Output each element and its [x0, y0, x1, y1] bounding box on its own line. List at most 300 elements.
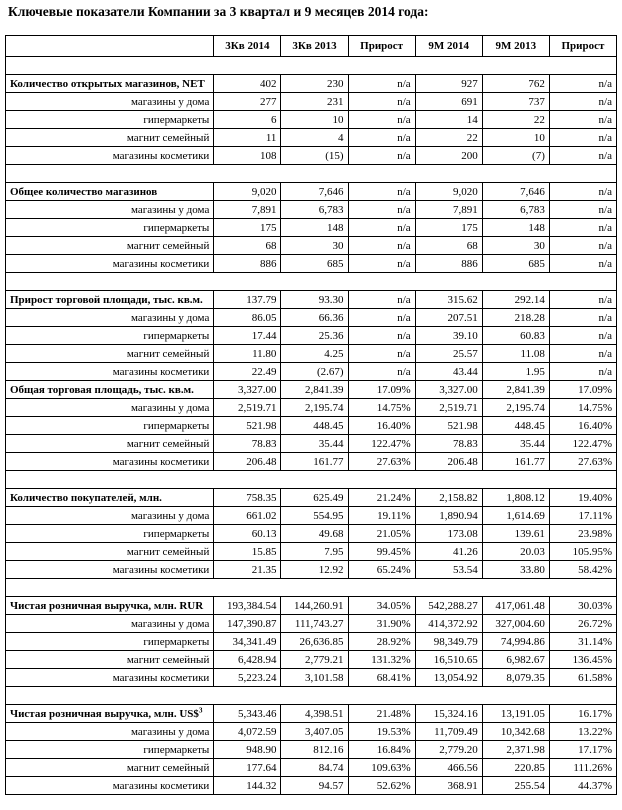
table-cell: 230: [281, 75, 348, 93]
table-cell: 521.98: [214, 417, 281, 435]
table-cell: 2,779.21: [281, 651, 348, 669]
spacer-cell: [6, 273, 617, 291]
table-cell: 448.45: [281, 417, 348, 435]
table-cell: 175: [214, 219, 281, 237]
table-cell: n/a: [348, 363, 415, 381]
table-cell: 685: [482, 255, 549, 273]
table-cell: 2,158.82: [415, 489, 482, 507]
table-cell: 21.48%: [348, 705, 415, 723]
table-cell: 177.64: [214, 759, 281, 777]
table-cell: 7,646: [482, 183, 549, 201]
kpi-table: [5, 35, 617, 795]
table-cell: 21.35: [214, 561, 281, 579]
column-header: [6, 36, 214, 57]
table-cell: 30.03%: [549, 597, 616, 615]
table-cell: n/a: [348, 255, 415, 273]
table-cell: 94.57: [281, 777, 348, 795]
table-cell: n/a: [549, 93, 616, 111]
table-cell: 68: [214, 237, 281, 255]
table-cell: (2.67): [281, 363, 348, 381]
table-cell: 111,743.27: [281, 615, 348, 633]
table-cell: 109.63%: [348, 759, 415, 777]
table-cell: (7): [482, 147, 549, 165]
column-header: 9М 2013: [482, 36, 549, 57]
table-cell: 13,191.05: [482, 705, 549, 723]
table-cell: 927: [415, 75, 482, 93]
table-cell: 58.42%: [549, 561, 616, 579]
table-cell: 16.84%: [348, 741, 415, 759]
table-cell: 206.48: [415, 453, 482, 471]
table-cell: 16.40%: [549, 417, 616, 435]
row-label: магазины косметики: [6, 777, 214, 795]
table-cell: n/a: [549, 111, 616, 129]
table-cell: 9,020: [214, 183, 281, 201]
table-cell: 30: [281, 237, 348, 255]
table-cell: 61.58%: [549, 669, 616, 687]
table-cell: 11: [214, 129, 281, 147]
table-cell: n/a: [549, 309, 616, 327]
table-cell: 661.02: [214, 507, 281, 525]
table-cell: 3,101.58: [281, 669, 348, 687]
row-label: гипермаркеты: [6, 525, 214, 543]
table-cell: 10,342.68: [482, 723, 549, 741]
spacer-cell: [6, 57, 617, 75]
spacer-cell: [6, 579, 617, 597]
table-cell: 49.68: [281, 525, 348, 543]
table-cell: 758.35: [214, 489, 281, 507]
table-cell: 11,709.49: [415, 723, 482, 741]
table-cell: 43.44: [415, 363, 482, 381]
table-cell: n/a: [549, 363, 616, 381]
table-body: [6, 57, 617, 795]
table-cell: 6,783: [281, 201, 348, 219]
table-cell: 2,841.39: [281, 381, 348, 399]
row-label: магнит семейный: [6, 435, 214, 453]
table-cell: 1,614.69: [482, 507, 549, 525]
table-cell: n/a: [348, 309, 415, 327]
column-header: Прирост: [549, 36, 616, 57]
table-cell: 315.62: [415, 291, 482, 309]
table-cell: 17.09%: [549, 381, 616, 399]
table-cell: 7,646: [281, 183, 348, 201]
table-row: [6, 129, 617, 147]
spacer-cell: [6, 471, 617, 489]
table-cell: 2,519.71: [415, 399, 482, 417]
table-cell: 23.98%: [549, 525, 616, 543]
table-cell: 16.17%: [549, 705, 616, 723]
table-cell: 368.91: [415, 777, 482, 795]
row-label: магнит семейный: [6, 759, 214, 777]
table-cell: n/a: [348, 201, 415, 219]
table-cell: 108: [214, 147, 281, 165]
table-cell: 5,343.46: [214, 705, 281, 723]
table-cell: 8,079.35: [482, 669, 549, 687]
table-row: [6, 255, 617, 273]
section-spacer: [6, 57, 617, 75]
row-label: гипермаркеты: [6, 219, 214, 237]
table-cell: 31.90%: [348, 615, 415, 633]
table-cell: n/a: [549, 345, 616, 363]
table-row: [6, 417, 617, 435]
table-cell: 15.85: [214, 543, 281, 561]
table-cell: 2,195.74: [281, 399, 348, 417]
table-cell: 22: [415, 129, 482, 147]
table-cell: 402: [214, 75, 281, 93]
row-label: магазины косметики: [6, 147, 214, 165]
table-cell: 93.30: [281, 291, 348, 309]
table-cell: 206.48: [214, 453, 281, 471]
table-row: [6, 111, 617, 129]
row-label: магазины у дома: [6, 723, 214, 741]
table-cell: 31.14%: [549, 633, 616, 651]
section-spacer: [6, 579, 617, 597]
table-cell: 13,054.92: [415, 669, 482, 687]
table-cell: 148: [281, 219, 348, 237]
table-cell: 15,324.16: [415, 705, 482, 723]
table-cell: 136.45%: [549, 651, 616, 669]
section-header-row: [6, 381, 617, 399]
table-cell: 1,890.94: [415, 507, 482, 525]
section-header-row: [6, 597, 617, 615]
table-cell: 277: [214, 93, 281, 111]
table-cell: 3,327.00: [415, 381, 482, 399]
table-cell: n/a: [549, 255, 616, 273]
table-cell: (15): [281, 147, 348, 165]
table-cell: 74,994.86: [482, 633, 549, 651]
section-header-row: [6, 291, 617, 309]
table-cell: 17.11%: [549, 507, 616, 525]
table-cell: 173.08: [415, 525, 482, 543]
row-label: Общая торговая площадь, тыс. кв.м.: [6, 381, 214, 399]
row-label: магазины у дома: [6, 201, 214, 219]
section-header-row: [6, 75, 617, 93]
table-cell: n/a: [549, 201, 616, 219]
table-cell: 52.62%: [348, 777, 415, 795]
table-cell: 10: [482, 129, 549, 147]
row-label: Количество покупателей, млн.: [6, 489, 214, 507]
table-cell: 207.51: [415, 309, 482, 327]
row-label: гипермаркеты: [6, 327, 214, 345]
table-cell: 26,636.85: [281, 633, 348, 651]
row-label: Прирост торговой площади, тыс. кв.м.: [6, 291, 214, 309]
table-cell: n/a: [549, 219, 616, 237]
table-cell: 1.95: [482, 363, 549, 381]
table-cell: 6,428.94: [214, 651, 281, 669]
row-label: гипермаркеты: [6, 417, 214, 435]
table-cell: n/a: [348, 219, 415, 237]
table-cell: n/a: [549, 183, 616, 201]
table-cell: 20.03: [482, 543, 549, 561]
table-cell: n/a: [348, 75, 415, 93]
table-cell: 22.49: [214, 363, 281, 381]
table-cell: 7.95: [281, 543, 348, 561]
row-label: Чистая розничная выручка, млн. RUR: [6, 597, 214, 615]
table-cell: 193,384.54: [214, 597, 281, 615]
table-cell: 35.44: [482, 435, 549, 453]
table-cell: 255.54: [482, 777, 549, 795]
table-cell: 1,808.12: [482, 489, 549, 507]
table-cell: n/a: [348, 183, 415, 201]
table-cell: 4.25: [281, 345, 348, 363]
table-cell: 11.80: [214, 345, 281, 363]
table-row: [6, 435, 617, 453]
table-cell: n/a: [549, 291, 616, 309]
table-cell: 99.45%: [348, 543, 415, 561]
table-cell: 144.32: [214, 777, 281, 795]
table-cell: 26.72%: [549, 615, 616, 633]
table-cell: 19.53%: [348, 723, 415, 741]
row-label: магнит семейный: [6, 345, 214, 363]
row-label: магазины косметики: [6, 363, 214, 381]
page-title: Ключевые показатели Компании за 3 квартал и 9 месяцев 2014 года:: [8, 4, 429, 19]
table-cell: 60.13: [214, 525, 281, 543]
table-cell: 30: [482, 237, 549, 255]
table-header-row: [6, 36, 617, 57]
section-spacer: [6, 273, 617, 291]
row-label: магазины у дома: [6, 507, 214, 525]
row-label: магазины у дома: [6, 309, 214, 327]
table-cell: 39.10: [415, 327, 482, 345]
table-cell: 19.40%: [549, 489, 616, 507]
table-cell: 292.14: [482, 291, 549, 309]
section-header-row: [6, 183, 617, 201]
table-cell: 25.36: [281, 327, 348, 345]
table-row: [6, 219, 617, 237]
table-cell: 19.11%: [348, 507, 415, 525]
table-cell: 53.54: [415, 561, 482, 579]
table-cell: 231: [281, 93, 348, 111]
section-spacer: [6, 165, 617, 183]
table-cell: 14.75%: [549, 399, 616, 417]
table-row: [6, 759, 617, 777]
section-spacer: [6, 687, 617, 705]
table-cell: 131.32%: [348, 651, 415, 669]
column-header: 3Кв 2014: [214, 36, 281, 57]
table-cell: 6,982.67: [482, 651, 549, 669]
table-cell: 21.05%: [348, 525, 415, 543]
table-cell: 7,891: [415, 201, 482, 219]
table-cell: n/a: [549, 129, 616, 147]
table-cell: 78.83: [415, 435, 482, 453]
table-cell: 139.61: [482, 525, 549, 543]
table-cell: 41.26: [415, 543, 482, 561]
table-cell: 137.79: [214, 291, 281, 309]
table-cell: 762: [482, 75, 549, 93]
table-cell: 685: [281, 255, 348, 273]
row-label: магнит семейный: [6, 651, 214, 669]
table-cell: 10: [281, 111, 348, 129]
table-cell: 218.28: [482, 309, 549, 327]
footnote-marker: 3: [198, 705, 203, 714]
table-cell: 148: [482, 219, 549, 237]
table-cell: 68.41%: [348, 669, 415, 687]
table-cell: 886: [415, 255, 482, 273]
table-row: [6, 651, 617, 669]
table-cell: 9,020: [415, 183, 482, 201]
table-cell: 2,841.39: [482, 381, 549, 399]
row-label: магнит семейный: [6, 543, 214, 561]
table-cell: 14: [415, 111, 482, 129]
table-cell: n/a: [348, 291, 415, 309]
table-row: [6, 543, 617, 561]
table-cell: n/a: [348, 111, 415, 129]
table-cell: 68: [415, 237, 482, 255]
table-cell: 4,398.51: [281, 705, 348, 723]
table-cell: 14.75%: [348, 399, 415, 417]
table-cell: n/a: [348, 327, 415, 345]
column-header: 3Кв 2013: [281, 36, 348, 57]
table-cell: 417,061.48: [482, 597, 549, 615]
table-row: [6, 93, 617, 111]
table-row: [6, 723, 617, 741]
table-cell: 6: [214, 111, 281, 129]
table-cell: 17.09%: [348, 381, 415, 399]
table-row: [6, 507, 617, 525]
column-header: Прирост: [348, 36, 415, 57]
table-cell: 60.83: [482, 327, 549, 345]
table-cell: 34.05%: [348, 597, 415, 615]
table-cell: 161.77: [281, 453, 348, 471]
table-row: [6, 741, 617, 759]
table-cell: 122.47%: [348, 435, 415, 453]
table-cell: 6,783: [482, 201, 549, 219]
table-cell: 886: [214, 255, 281, 273]
table-cell: 22: [482, 111, 549, 129]
table-cell: 625.49: [281, 489, 348, 507]
table-cell: 220.85: [482, 759, 549, 777]
table-cell: 13.22%: [549, 723, 616, 741]
row-label: магнит семейный: [6, 237, 214, 255]
table-row: [6, 363, 617, 381]
section-header-row: [6, 489, 617, 507]
table-cell: n/a: [549, 327, 616, 345]
table-cell: n/a: [348, 129, 415, 147]
table-cell: 3,327.00: [214, 381, 281, 399]
table-cell: n/a: [348, 237, 415, 255]
table-cell: 7,891: [214, 201, 281, 219]
table-cell: 5,223.24: [214, 669, 281, 687]
table-row: [6, 327, 617, 345]
row-label: магнит семейный: [6, 129, 214, 147]
row-label: магазины у дома: [6, 399, 214, 417]
table-cell: 65.24%: [348, 561, 415, 579]
section-header-row: [6, 705, 617, 723]
table-row: [6, 345, 617, 363]
row-label: Общее количество магазинов: [6, 183, 214, 201]
row-label: [6, 705, 214, 723]
table-cell: 17.17%: [549, 741, 616, 759]
table-row: [6, 237, 617, 255]
row-label: магазины у дома: [6, 93, 214, 111]
spacer-cell: [6, 165, 617, 183]
table-row: [6, 777, 617, 795]
table-cell: 4,072.59: [214, 723, 281, 741]
table-cell: 466.56: [415, 759, 482, 777]
table-cell: 4: [281, 129, 348, 147]
table-cell: 3,407.05: [281, 723, 348, 741]
table-row: [6, 453, 617, 471]
table-cell: n/a: [348, 345, 415, 363]
table-cell: 2,519.71: [214, 399, 281, 417]
table-cell: 122.47%: [549, 435, 616, 453]
table-cell: 17.44: [214, 327, 281, 345]
row-label: магазины косметики: [6, 453, 214, 471]
row-label: гипермаркеты: [6, 741, 214, 759]
column-header: 9М 2014: [415, 36, 482, 57]
table-row: [6, 525, 617, 543]
table-cell: 16,510.65: [415, 651, 482, 669]
table-cell: 84.74: [281, 759, 348, 777]
table-cell: n/a: [348, 147, 415, 165]
table-cell: 327,004.60: [482, 615, 549, 633]
table-row: [6, 309, 617, 327]
table-cell: 44.37%: [549, 777, 616, 795]
table-cell: 691: [415, 93, 482, 111]
spacer-cell: [6, 687, 617, 705]
table-cell: 175: [415, 219, 482, 237]
table-cell: 448.45: [482, 417, 549, 435]
table-cell: 2,371.98: [482, 741, 549, 759]
table-cell: 414,372.92: [415, 615, 482, 633]
table-cell: 34,341.49: [214, 633, 281, 651]
table-cell: 200: [415, 147, 482, 165]
table-cell: 554.95: [281, 507, 348, 525]
row-label-text: Чистая розничная выручка, млн. US$: [10, 707, 199, 720]
table-cell: 105.95%: [549, 543, 616, 561]
section-spacer: [6, 471, 617, 489]
table-cell: 161.77: [482, 453, 549, 471]
table-cell: 27.63%: [348, 453, 415, 471]
table-cell: 521.98: [415, 417, 482, 435]
table-cell: n/a: [549, 147, 616, 165]
row-label: Количество открытых магазинов, NET: [6, 75, 214, 93]
row-label: магазины косметики: [6, 669, 214, 687]
table-cell: 25.57: [415, 345, 482, 363]
table-row: [6, 147, 617, 165]
table-cell: 28.92%: [348, 633, 415, 651]
table-cell: 27.63%: [549, 453, 616, 471]
table-cell: 147,390.87: [214, 615, 281, 633]
table-cell: 86.05: [214, 309, 281, 327]
table-cell: 33.80: [482, 561, 549, 579]
table-cell: 35.44: [281, 435, 348, 453]
table-row: [6, 561, 617, 579]
table-row: [6, 615, 617, 633]
table-cell: 12.92: [281, 561, 348, 579]
table-cell: 2,195.74: [482, 399, 549, 417]
row-label: магазины косметики: [6, 561, 214, 579]
table-row: [6, 399, 617, 417]
table-cell: 16.40%: [348, 417, 415, 435]
table-cell: 2,779.20: [415, 741, 482, 759]
table-cell: 66.36: [281, 309, 348, 327]
row-label: магазины косметики: [6, 255, 214, 273]
table-cell: 11.08: [482, 345, 549, 363]
table-cell: n/a: [549, 75, 616, 93]
table-cell: 737: [482, 93, 549, 111]
table-cell: 144,260.91: [281, 597, 348, 615]
table-cell: 21.24%: [348, 489, 415, 507]
table-cell: n/a: [348, 93, 415, 111]
row-label: гипермаркеты: [6, 633, 214, 651]
table-row: [6, 633, 617, 651]
table-cell: 111.26%: [549, 759, 616, 777]
table-row: [6, 201, 617, 219]
table-cell: 948.90: [214, 741, 281, 759]
table-cell: 812.16: [281, 741, 348, 759]
row-label: гипермаркеты: [6, 111, 214, 129]
row-label: магазины у дома: [6, 615, 214, 633]
